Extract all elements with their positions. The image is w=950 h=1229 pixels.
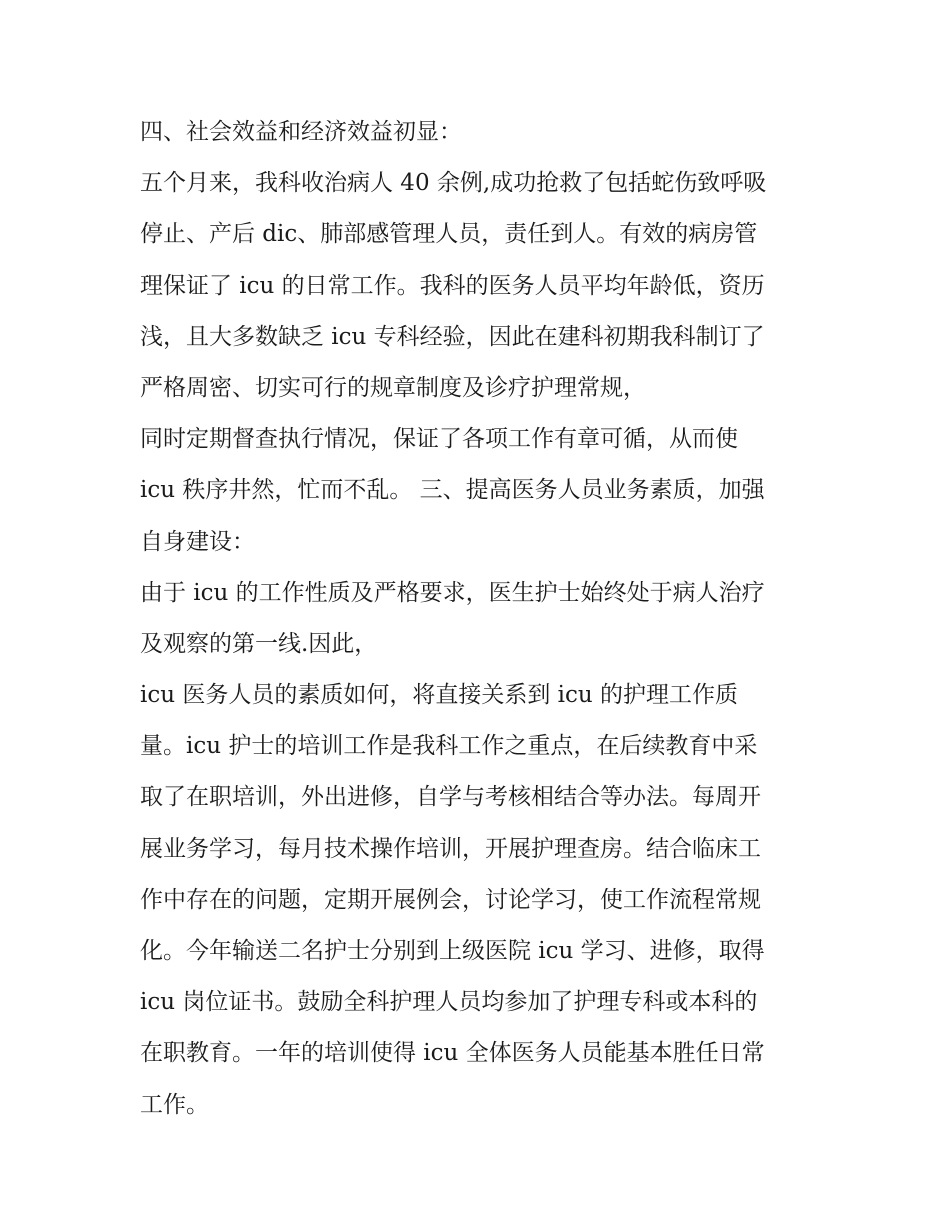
text-line: icu 秩序井然，忙而不乱。 三、提高医务人员业务素质，加强 bbox=[140, 477, 765, 504]
text-line: 由于 icu 的工作性质及严格要求，医生护士始终处于病人治疗 bbox=[140, 579, 765, 606]
text-line: 停止、产后 dic、肺部感管理人员，责任到人。有效的病房管 bbox=[140, 221, 758, 248]
text-line: icu 岗位证书。鼓励全科护理人员均参加了护理专科或本科的 bbox=[140, 989, 758, 1016]
text-line: 同时定期督查执行情况，保证了各项工作有章可循，从而使 bbox=[140, 426, 738, 453]
text-line: 作中存在的问题，定期开展例会，讨论学习，使工作流程常规 bbox=[140, 886, 761, 913]
text-line: 及观察的第一线.因此， bbox=[140, 630, 378, 657]
text-line: 化。今年输送二名护士分别到上级医院 icu 学习、进修，取得 bbox=[140, 938, 765, 964]
text-line: icu 医务人员的素质如何，将直接关系到 icu 的护理工作质 bbox=[140, 682, 739, 709]
text-line: 取了在职培训，外出进修，自学与考核相结合等办法。每周开 bbox=[140, 784, 761, 811]
text-line: 展业务学习，每月技术操作培训，开展护理查房。结合临床工 bbox=[140, 835, 761, 862]
document-body bbox=[140, 107, 820, 1131]
text-line: 浅，且大多数缺乏 icu 专科经验，因此在建科初期我科制订了 bbox=[140, 323, 765, 350]
text-line: 四、社会效益和经济效益初显： bbox=[140, 119, 462, 145]
text-line: 严格周密、切实可行的规章制度及诊疗护理常规， bbox=[140, 374, 646, 401]
text-line: 五个月来，我科收治病人 40 余例,成功抢救了包括蛇伤致呼吸 bbox=[140, 170, 767, 197]
text-line: 自身建设： bbox=[140, 528, 255, 555]
text-line: 理保证了 icu 的日常工作。我科的医务人员平均年龄低，资历 bbox=[140, 272, 765, 299]
text-line: 在职教育。一年的培训使得 icu 全体医务人员能基本胜任日常 bbox=[140, 1040, 765, 1067]
text-line: 工作。 bbox=[140, 1091, 209, 1118]
text-line: 量。icu 护士的培训工作是我科工作之重点，在后续教育中采 bbox=[140, 733, 758, 760]
